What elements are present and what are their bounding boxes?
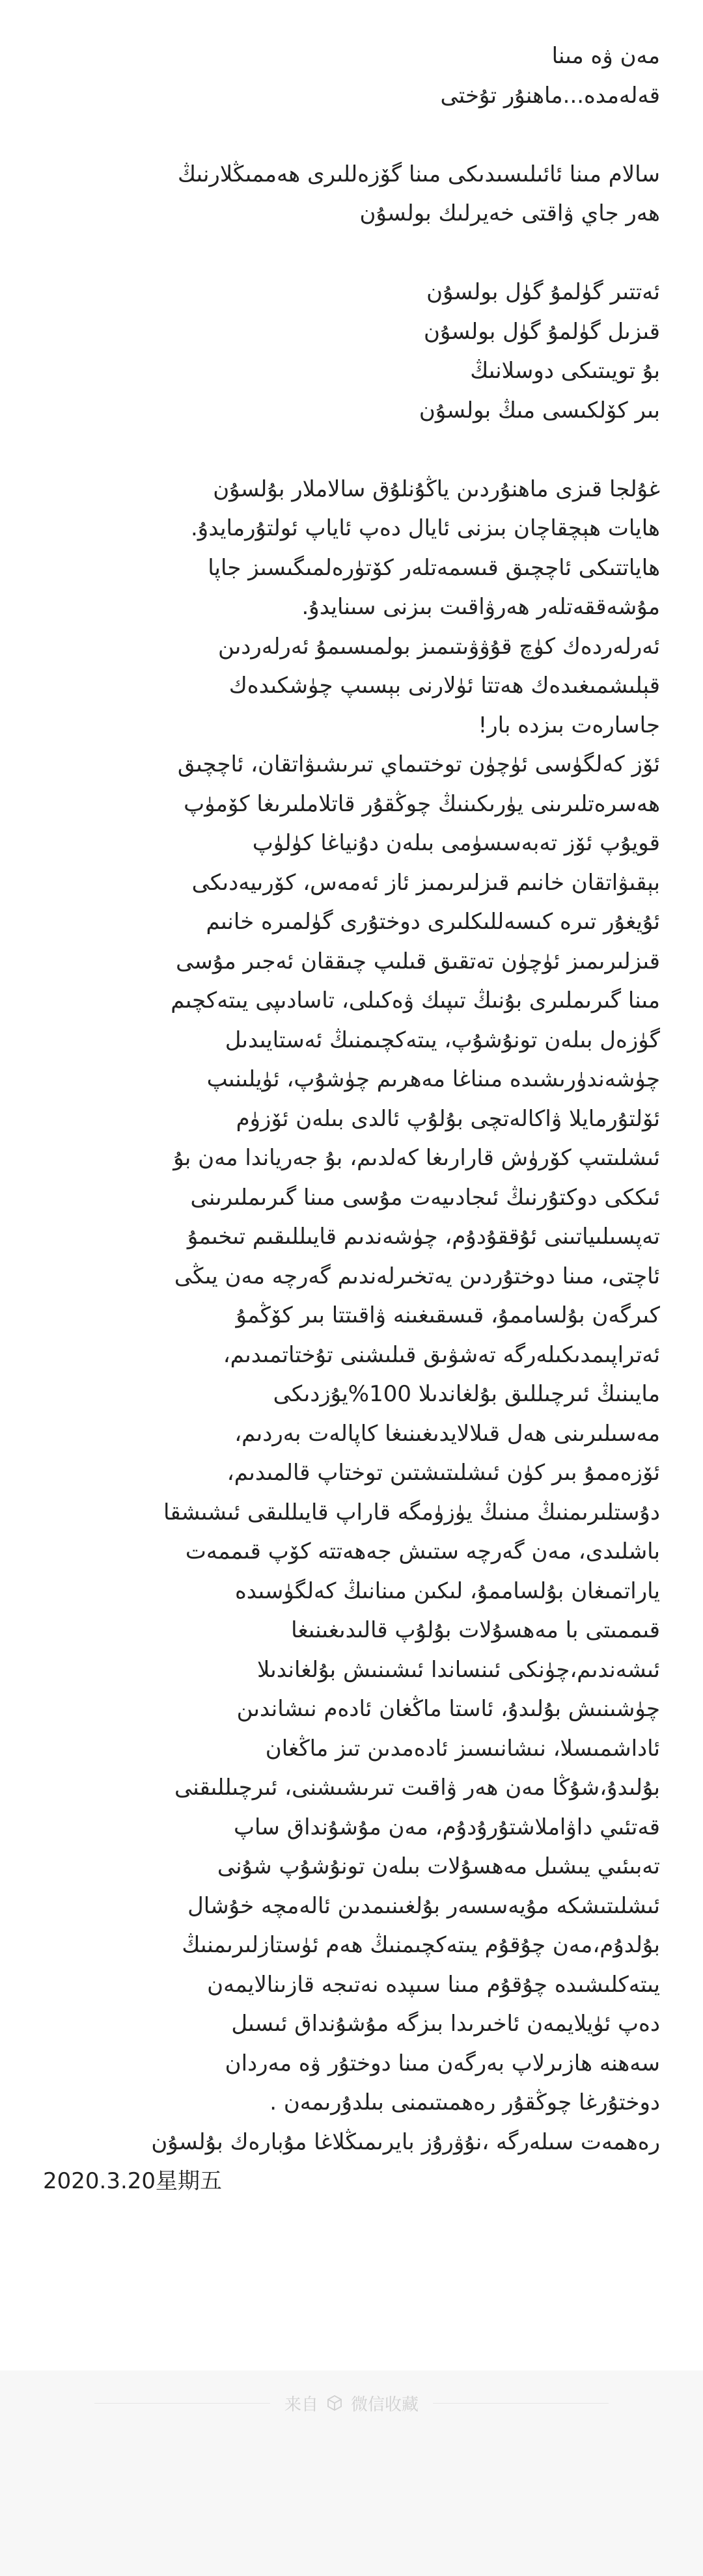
text-line: گۈزەل بىلەن تونۇشۇپ، يىتەكچىمنىڭ ئەستايىدىل xyxy=(225,1026,660,1053)
text-line: مۇشەققەتلەر ھەرۋاقىت بىزنى سىنايدۇ. xyxy=(301,594,660,620)
text-line: بۇ تويىتىكى دوسلانىڭ xyxy=(470,358,660,384)
blank-line xyxy=(43,234,660,273)
text-line: جاسارەت بىزدە بار! xyxy=(478,712,660,738)
text-line: ئەرلەردەك كۈچ قۇۋۋىتىمىز بولمىسىمۇ ئەرلەردىن xyxy=(217,633,660,660)
text-line: ھەر جاي ۋاقتى خەيرلىك بولسۇن xyxy=(359,200,660,226)
text-line: ئۆز كەلگۈسى ئۈچۈن توختىماي تىرىشىۋاتقان، ئاچچىق xyxy=(177,751,660,777)
blank-line xyxy=(43,430,660,470)
text-line: ياراتمىغان بۇلساممۇ، لىكىن مىنانىڭ كەلگۈسىدە xyxy=(234,1577,660,1604)
text-line: ئىشلىتىپ كۆرۈش قارارىغا كەلدىم، بۇ جەرياندا مەن بۇ xyxy=(173,1145,660,1171)
text-line: ئۇيغۇر تىرە كىسەللىكلىرى دوختۇرى گۈلمىرە خانىم xyxy=(206,909,660,935)
text-line: قويۇپ ئۆز تەبەسسۈمى بىلەن دۇنياغا كۈلۈپ xyxy=(252,830,660,856)
footer-left-divider xyxy=(94,2403,270,2404)
text-line: مىنا گىرىملىرى بۇنىڭ تىپىك ۋەكىلى، تاسادىپى يىتەكچىم xyxy=(171,987,660,1013)
footer xyxy=(0,2370,703,2576)
text-line: باشلىدى، مەن گەرچە ستىش جەھەتتە كۆپ قىممەت xyxy=(185,1538,660,1564)
text-line: سەھنە ھازىرلاپ بەرگەن مىنا دوختۇر ۋە مەردان xyxy=(225,2050,660,2076)
text-line: ئاچتى، مىنا دوختۇردىن يەتخىرلەندىم گەرچە مەن يىڭى xyxy=(174,1263,660,1289)
text-line: ئىشەندىم،چۈنكى ئىنساندا ئىشىنىش بۇلغاندىلا xyxy=(256,1656,660,1683)
text-line: چۈشىنىش بۇلىدۇ، ئاستا ماڭغان ئادەم نىشاندىن xyxy=(236,1696,660,1722)
text-line: ھاياتتىكى ئاچچىق قىسمەتلەر كۆتۈرەلمىگىسىز جاپا xyxy=(208,554,660,581)
text-line: ئىككى دوكتۇرنىڭ ئىجادىيەت مۇسى مىنا گىرىملىرىنى xyxy=(190,1184,660,1211)
text-line: قەلەمدە...ماھنۇر تۇختى xyxy=(440,82,660,109)
text-line: غۇلجا قىزى ماھنۇردىن ياڭۇنلۇق سالاملار بۇلسۇن xyxy=(213,476,660,502)
text-line: دۇستلىرىمنىڭ مىنىڭ يۈزۈمگە قاراپ قايىللىقى ئىشىشقا xyxy=(163,1499,660,1525)
text-line: قىزلىرىمىز ئۈچۈن تەتقىق قىلىپ چىققان ئەجىر مۇسى xyxy=(176,948,660,974)
footer-right-divider xyxy=(433,2403,609,2404)
text-line: ئەتراپىمدىكىلەرگە تەشۋىق قىلىشنى تۇختاتمىدىم، xyxy=(223,1341,660,1368)
text-line: مەن ۋە مىنا xyxy=(551,43,660,69)
text-line: قەتئىي داۋاملاشتۇرۇدۇم، مەن مۇشۇنداق ساپ xyxy=(234,1814,660,1840)
text-line: قېلىشمىغىدەك ھەتتا ئۈلارنى بېسىپ چۈشكىدەك xyxy=(228,673,660,699)
text-line: قىزىل گۈلمۇ گۈل بولسۇن xyxy=(424,318,660,345)
text-line: ئەتتىر گۈلمۇ گۈل بولسۇن xyxy=(426,279,660,305)
blank-line xyxy=(43,115,660,155)
text-line: بېقىۋاتقان خانىم قىزلىرىمىز ئاز ئەمەس، كۆرىيەدىكى xyxy=(191,869,660,896)
text-line: چۈشەندۈرىشىدە مىناغا مەھرىم چۈشۇپ، ئۈيلىنىپ xyxy=(206,1066,660,1092)
text-line: بۇلىدۇ،شۇڭا مەن ھەر ۋاقىت تىرىشىشنى، ئىرچىللىقنى xyxy=(174,1775,660,1801)
text-line: يىتەكلىشىدە چۇقۇم مىنا سىپدە نەتىجە قازىنالايمەن xyxy=(207,1971,660,1998)
footer-app-label: 微信收藏 xyxy=(351,2395,419,2415)
footer-source[interactable] xyxy=(284,2391,419,2415)
text-line: دەپ ئۈيلايمەن ئاخىرىدا بىزگە مۇشۇنداق ئىسىل xyxy=(231,2011,660,2037)
text-line: تەبىئىي يىشىل مەھسۇلات بىلەن تونۇشۇپ شۇنى xyxy=(217,1853,660,1879)
text-line: دوختۇرغا چوڭقۇر رەھمىتىمنى بىلدۇرىمەن . xyxy=(269,2089,660,2115)
text-line: ئۆلتۇرمايلا ۋاكالەتچى بۇلۇپ ئالدى بىلەن ئۆزۈم xyxy=(236,1105,660,1132)
article-body xyxy=(43,36,660,2201)
text-line: ئۆزەممۇ بىر كۈن ئىشلىتىشتىن توختاپ قالمىدىم، xyxy=(227,1460,660,1486)
text-line: 2020.3.20星期五 xyxy=(43,2168,223,2194)
text-line: بۇلدۇم،مەن چۇقۇم يىتەكچىمنىڭ ھەم ئۈستازلىرىمنىڭ xyxy=(182,1932,660,1958)
text-line: ئىشلىتىشكە مۇيەسسەر بۇلغىنىمدىن ئالەمچە خۇشال xyxy=(187,1892,660,1919)
text-line: رەھمەت سىلەرگە ،نۇۋرۇز بايرىمىڭلاغا مۇبارەك بۇلسۇن xyxy=(151,2128,660,2155)
text-line: قىممىتى با مەھسۇلات بۇلۇپ قالىدىغىنىغا xyxy=(291,1617,660,1643)
text-line: ھەسرەتلىرىنى يۈرىكىنىڭ چوڭقۇر قاتلاملىرىغا كۆمۈپ xyxy=(184,790,660,817)
text-line: مايىنىڭ ئىرچىللىق بۇلغاندىلا 100%يۇزدىكى xyxy=(273,1381,660,1407)
footer-source-label: 来自 xyxy=(284,2395,318,2415)
text-line: مەسىلىرىنى ھەل قىلالايدىغىنىغا كاپالەت بەردىم، xyxy=(234,1420,660,1447)
text-line: كىرگەن بۇلساممۇ، قىسقىغىنە ۋاقىتتا بىر كۆڭمۇ xyxy=(236,1302,660,1328)
text-line: ئاداشمىسلا، نىشانىسىز ئادەمدىن تىز ماڭغان xyxy=(265,1735,660,1762)
text-line: سالام مىنا ئائىلىسىدىكى مىنا گۆزەللىرى ھەممىڭلارنىڭ xyxy=(178,161,660,187)
text-line: ھايات ھېچقاچان بىزنى ئايال دەپ ئاياپ ئولتۇرمايدۇ. xyxy=(191,515,660,541)
text-line: بىر كۆلكىسى مىڭ بولسۇن xyxy=(419,397,660,423)
footer-source-bar xyxy=(0,2390,703,2416)
cube-icon xyxy=(326,2395,343,2411)
text-line: تەپسىلىياتىنى ئۇققۇدۇم، چۈشەندىم قايىللىقىم تىخىمۇ xyxy=(187,1224,660,1250)
